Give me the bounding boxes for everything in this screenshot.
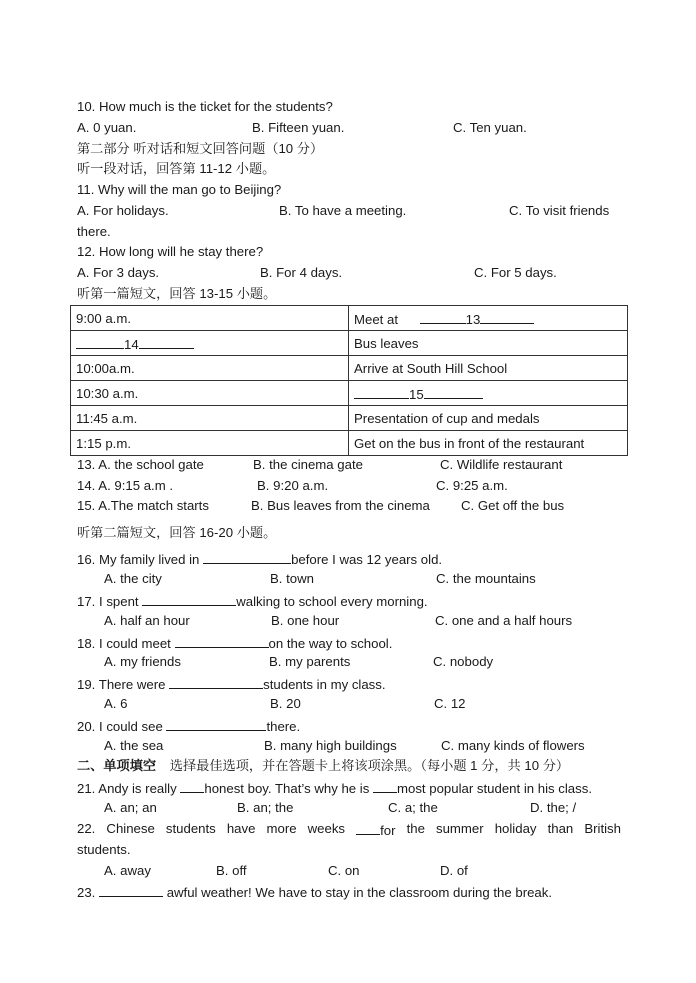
schedule-event: Get on the bus in front of the restaurant — [349, 431, 628, 456]
q21-stem — [77, 778, 592, 798]
blank-number: 15 — [409, 387, 424, 402]
blank-number: 13 — [465, 312, 481, 327]
q20-option-a: A. the sea — [104, 738, 164, 753]
q12-option-a: A. For 3 days. — [77, 265, 160, 280]
q12-option-c: C. For 5 days. — [474, 265, 557, 280]
schedule-table — [70, 305, 628, 456]
q18-option-b: B. my parents — [269, 654, 351, 669]
q14-option-a: 14. A. 9:15 a.m . — [77, 478, 174, 493]
section2-title: 二、单项填空 — [77, 758, 157, 773]
q17-stem — [77, 591, 428, 611]
schedule-event: Bus leaves — [349, 331, 628, 356]
q10-option-c: C. Ten yuan. — [453, 120, 527, 135]
q16-option-b: B. town — [270, 571, 314, 586]
answer-blank — [175, 633, 269, 648]
q19-option-b: B. 20 — [270, 696, 301, 711]
section2-heading — [77, 757, 569, 775]
q17-option-c: C. one and a half hours — [435, 613, 573, 628]
q22-word: the — [406, 821, 425, 836]
q13-option-b: B. the cinema gate — [253, 457, 363, 472]
q11-option-a: A. For holidays. — [77, 203, 169, 218]
q18-stem — [77, 633, 392, 653]
q15-option-a: 15. A.The match starts — [77, 498, 209, 513]
q19-option-a: A. 6 — [104, 696, 128, 711]
q22-option-a: A. away — [104, 863, 151, 878]
q21-option-d: D. the; / — [530, 800, 577, 815]
q11-stem: 11. Why will the man go to Beijing? — [77, 182, 282, 197]
q22-word: students — [165, 821, 216, 836]
table-row — [71, 406, 628, 431]
q22-word: more — [266, 821, 297, 836]
answer-blank — [169, 674, 263, 689]
q22-word: Chinese — [106, 821, 155, 836]
q20-stem — [77, 716, 300, 736]
blank-number: 14 — [124, 337, 139, 352]
passage1-instruction: 听第一篇短文，回答 13-15 小题。 — [77, 286, 277, 301]
blank-line — [420, 309, 466, 324]
answer-blank — [356, 820, 380, 835]
blank-line — [76, 334, 124, 349]
section2-instruction: 选择最佳选项，并在答题卡上将该项涂黑。（每小题 1 分，共 10 分） — [169, 758, 570, 773]
q11-option-b: B. To have a meeting. — [279, 203, 407, 218]
q16-option-a: A. the city — [104, 571, 162, 586]
q22-blank-group — [356, 820, 395, 840]
q22-option-b: B. off — [216, 863, 247, 878]
q22-word: weeks — [307, 821, 346, 836]
answer-blank — [99, 882, 163, 897]
q22-word: for — [380, 823, 396, 838]
q22-word: have — [226, 821, 256, 836]
table-row — [71, 381, 628, 406]
table-row — [71, 331, 628, 356]
q13-option-c: C. Wildlife restaurant — [440, 457, 563, 472]
q10-option-b: B. Fifteen yuan. — [252, 120, 345, 135]
table-row — [71, 306, 628, 331]
q21-text-after: most popular student in his class. — [397, 781, 592, 796]
q22-word: British — [584, 821, 621, 836]
q16-option-c: C. the mountains — [436, 571, 536, 586]
answer-blank — [180, 778, 204, 793]
q11-option-c-continued: there. — [77, 224, 111, 239]
q18-text: 18. I could meet — [77, 636, 171, 651]
q19-stem — [77, 674, 386, 694]
q15-option-c: C. Get off the bus — [461, 498, 565, 513]
q21-text: 21. Andy is really — [77, 781, 177, 796]
q14-option-b: B. 9:20 a.m. — [257, 478, 329, 493]
schedule-time: 9:00 a.m. — [71, 306, 349, 331]
q22-stem-continued: students. — [77, 842, 131, 857]
blank-line — [480, 309, 534, 324]
q19-option-c: C. 12 — [434, 696, 466, 711]
schedule-time: 10:30 a.m. — [71, 381, 349, 406]
q16-stem — [77, 549, 442, 569]
answer-blank — [373, 778, 397, 793]
blank-line — [354, 384, 409, 399]
q21-text-mid: honest boy. That’s why he is — [204, 781, 370, 796]
table-row — [71, 431, 628, 456]
q17-text: 17. I spent — [77, 594, 139, 609]
q19-text: 19. There were — [77, 677, 166, 692]
q16-text: 16. My family lived in — [77, 552, 200, 567]
schedule-time: 10:00a.m. — [71, 356, 349, 381]
q23-stem — [77, 882, 552, 902]
q22-option-d: D. of — [440, 863, 468, 878]
q20-option-c: C. many kinds of flowers — [441, 738, 585, 753]
schedule-event: Arrive at South Hill School — [349, 356, 628, 381]
schedule-event — [349, 306, 628, 331]
q20-text: 20. I could see — [77, 719, 163, 734]
schedule-event: Presentation of cup and medals — [349, 406, 628, 431]
q19-text-after: students in my class. — [263, 677, 386, 692]
q23-text: 23. — [77, 885, 96, 900]
passage2-instruction: 听第二篇短文，回答 16-20 小题。 — [77, 525, 277, 540]
blank-line — [424, 384, 483, 399]
q21-option-a: A. an; an — [104, 800, 157, 815]
q16-text-after: before I was 12 years old. — [291, 552, 443, 567]
q21-option-c: C. a; the — [388, 800, 438, 815]
part2-title: 第二部分 听对话和短文回答问题（10 分） — [77, 141, 324, 156]
q10-option-a: A. 0 yuan. — [77, 120, 137, 135]
q18-option-c: C. nobody — [433, 654, 494, 669]
q14-option-c: C. 9:25 a.m. — [436, 478, 508, 493]
q10-stem: 10. How much is the ticket for the students? — [77, 99, 333, 114]
q13-option-a: 13. A. the school gate — [77, 457, 204, 472]
q20-option-b: B. many high buildings — [264, 738, 397, 753]
answer-blank — [166, 716, 266, 731]
q12-option-b: B. For 4 days. — [260, 265, 343, 280]
q22-word: than — [547, 821, 574, 836]
schedule-event-text: Meet at — [354, 312, 398, 327]
q18-text-after: on the way to school. — [268, 636, 393, 651]
q22-word: 22. — [77, 821, 96, 836]
answer-blank — [142, 591, 236, 606]
schedule-time — [71, 331, 349, 356]
q18-option-a: A. my friends — [104, 654, 181, 669]
q11-option-c: C. To visit friends — [509, 203, 610, 218]
q20-text-after: there. — [266, 719, 301, 734]
q22-word: holiday — [494, 821, 537, 836]
blank-line — [139, 334, 194, 349]
table-row — [71, 356, 628, 381]
q15-option-b: B. Bus leaves from the cinema — [251, 498, 430, 513]
schedule-time: 11:45 a.m. — [71, 406, 349, 431]
answer-blank — [203, 549, 291, 564]
q17-option-a: A. half an hour — [104, 613, 190, 628]
q22-word: summer — [436, 821, 484, 836]
q23-text-after: awful weather! We have to stay in the classroom during the break. — [166, 885, 553, 900]
schedule-time: 1:15 p.m. — [71, 431, 349, 456]
q22-option-c: C. on — [328, 863, 360, 878]
part2-dialogue-instruction: 听一段对话，回答第 11-12 小题。 — [77, 161, 276, 176]
q17-option-b: B. one hour — [271, 613, 340, 628]
q22-stem — [77, 820, 621, 840]
schedule-event — [349, 381, 628, 406]
q12-stem: 12. How long will he stay there? — [77, 244, 264, 259]
q17-text-after: walking to school every morning. — [236, 594, 428, 609]
q21-option-b: B. an; the — [237, 800, 294, 815]
